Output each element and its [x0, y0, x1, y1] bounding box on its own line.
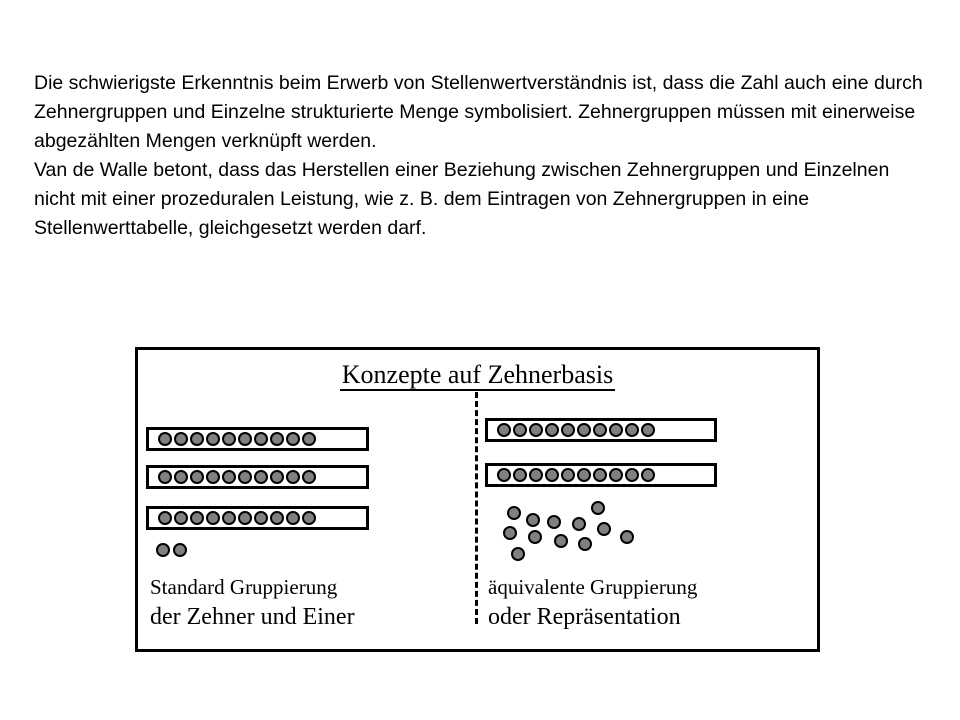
right-one-dot [507, 506, 521, 520]
ten-bar-dot [625, 423, 639, 437]
ten-bar-dot [529, 468, 543, 482]
ten-bar-dot [609, 468, 623, 482]
ten-bar-dot [222, 470, 236, 484]
ten-bar-dot [497, 423, 511, 437]
right-ten-bar [485, 463, 717, 487]
ten-bar-dot [222, 511, 236, 525]
ten-bar-dot [513, 423, 527, 437]
ten-bar-dot [254, 470, 268, 484]
diagram-title-text: Konzepte auf Zehnerbasis [341, 360, 614, 389]
ten-bar-dot [286, 432, 300, 446]
left-ten-bar [146, 465, 369, 489]
ten-bar-dot [190, 511, 204, 525]
ten-bar-dot [641, 468, 655, 482]
ten-bar-dot [174, 432, 188, 446]
ten-bar-dot [270, 470, 284, 484]
ten-bar-dot [254, 511, 268, 525]
ten-bar-dot [190, 432, 204, 446]
diagram-title [138, 360, 817, 390]
right-ten-bar [485, 418, 717, 442]
right-one-dot [547, 515, 561, 529]
ten-bar-dot [529, 423, 543, 437]
ten-bar-dot [158, 511, 172, 525]
ten-bar-dot [302, 511, 316, 525]
left-caption [150, 572, 355, 632]
left-ten-bar [146, 506, 369, 530]
right-one-dot [572, 517, 586, 531]
ten-bar-dot [158, 432, 172, 446]
left-caption-line2: der Zehner und Einer [150, 604, 355, 630]
ten-bar-dot [254, 432, 268, 446]
right-caption-line2: oder Repräsentation [488, 604, 681, 630]
paragraph-2: Van de Walle betont, dass das Herstellen einer Beziehung zwischen Zehnergruppen und Einzelnen nicht mit einer prozeduralen Leistung, wie z. B. dem Eintragen von Zehnergruppen in eine Stellenwerttabelle, gleichgesetzt werden darf. [34, 159, 890, 239]
ten-bar-dot [222, 432, 236, 446]
ten-bar-dot [577, 423, 591, 437]
ten-bar-dot [238, 511, 252, 525]
right-caption-line1: äquivalente Gruppierung [488, 575, 698, 599]
ten-bar-dot [641, 423, 655, 437]
ten-bar-dot [561, 468, 575, 482]
right-caption [488, 572, 697, 632]
ten-bar-dot [302, 432, 316, 446]
ten-bar-dot [577, 468, 591, 482]
base-ten-diagram [135, 347, 820, 652]
ten-bar-dot [270, 511, 284, 525]
ten-bar-dot [238, 470, 252, 484]
ten-bar-dot [302, 470, 316, 484]
left-ten-bar [146, 427, 369, 451]
ten-bar-dot [545, 468, 559, 482]
right-one-dot [620, 530, 634, 544]
ten-bar-dot [270, 432, 284, 446]
paragraph-1: Die schwierigste Erkenntnis beim Erwerb von Stellenwertverständnis ist, dass die Zahl auch eine durch Zehnergruppen und Einzelne strukturierte Menge symbolisiert. Zehnergruppen müssen mit einerweise abgezählten Mengen verknüpft werden. [34, 72, 923, 152]
ten-bar-dot [545, 423, 559, 437]
left-one-dot [156, 543, 170, 557]
left-caption-line1: Standard Gruppierung [150, 575, 338, 599]
text-block [34, 69, 934, 243]
right-one-dot [597, 522, 611, 536]
ten-bar-dot [593, 468, 607, 482]
right-one-dot [578, 537, 592, 551]
ten-bar-dot [286, 470, 300, 484]
ten-bar-dot [190, 470, 204, 484]
right-one-dot [591, 501, 605, 515]
ten-bar-dot [593, 423, 607, 437]
ten-bar-dot [238, 432, 252, 446]
ten-bar-dot [206, 432, 220, 446]
ten-bar-dot [174, 470, 188, 484]
ten-bar-dot [206, 470, 220, 484]
ten-bar-dot [174, 511, 188, 525]
right-one-dot [511, 547, 525, 561]
ten-bar-dot [286, 511, 300, 525]
ten-bar-dot [158, 470, 172, 484]
ten-bar-dot [513, 468, 527, 482]
right-one-dot [503, 526, 517, 540]
right-one-dot [526, 513, 540, 527]
dashed-divider [475, 392, 478, 624]
right-one-dot [554, 534, 568, 548]
ten-bar-dot [206, 511, 220, 525]
right-one-dot [528, 530, 542, 544]
ten-bar-dot [561, 423, 575, 437]
ten-bar-dot [625, 468, 639, 482]
left-one-dot [173, 543, 187, 557]
ten-bar-dot [609, 423, 623, 437]
ten-bar-dot [497, 468, 511, 482]
